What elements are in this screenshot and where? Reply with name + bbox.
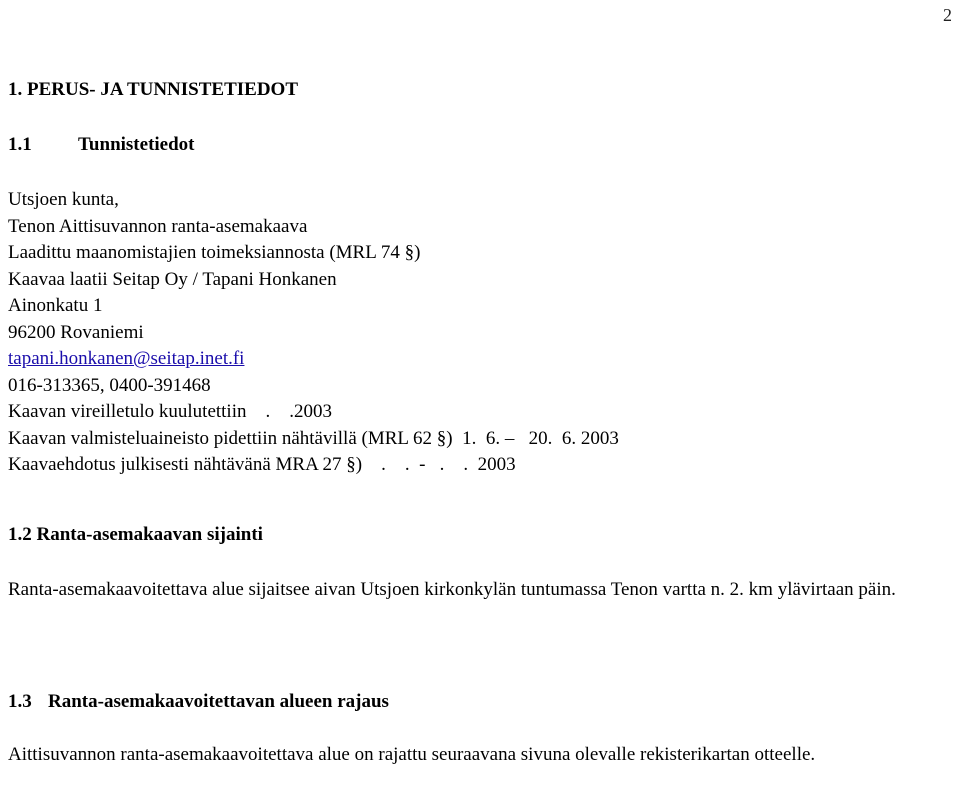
author-line: Kaavaa laatii Seitap Oy / Tapani Honkanen xyxy=(8,268,337,290)
ehdotus-line: Kaavaehdotus julkisesti nähtävänä MRA 27 §) . . - . . 2003 xyxy=(8,454,516,475)
page-number: 2 xyxy=(943,5,952,25)
phone-line: 016-313365, 0400-391468 xyxy=(8,374,211,396)
section-1-3-title: Ranta-asemakaavoitettavan alueen rajaus xyxy=(48,691,389,712)
municipality-line: Utsjoen kunta, xyxy=(8,189,119,210)
plan-name-line: Tenon Aittisuvannon ranta-asemakaava xyxy=(8,215,308,237)
section-1-1-heading xyxy=(8,131,195,158)
valmistelu-line: Kaavan valmisteluaineisto pidettiin nähtävillä (MRL 62 §) 1. 6. – 20. 6. 2003 xyxy=(8,427,619,449)
section-1-3-heading xyxy=(8,688,389,715)
section-1-1-title: Tunnistetiedot xyxy=(78,134,195,155)
commission-line: Laadittu maanomistajien toimeksiannosta (MRL 74 §) xyxy=(8,242,421,263)
section-1-heading: 1. PERUS- JA TUNNISTETIEDOT xyxy=(8,79,299,100)
email-link[interactable]: tapani.honkanen@seitap.inet.fi xyxy=(8,348,245,369)
section-1-2-paragraph: Ranta-asemakaavoitettava alue sijaitsee aivan Utsjoen kirkonkylän tuntumassa Tenon vartta n. 2. km ylävirtaan päin. xyxy=(8,579,896,600)
section-1-3-number: 1.3 xyxy=(8,691,32,712)
postal-address-line: 96200 Rovaniemi xyxy=(8,321,144,343)
section-1-2-heading: 1.2 Ranta-asemakaavan sijainti xyxy=(8,524,263,545)
section-1-3-paragraph: Aittisuvannon ranta-asemakaavoitettava alue on rajattu seuraavana sivuna olevalle rekisterikartan otteelle. xyxy=(8,744,816,765)
vireille-line: Kaavan vireilletulo kuulutettiin . .2003 xyxy=(8,401,332,422)
section-1-1-number: 1.1 xyxy=(8,134,32,155)
identification-block xyxy=(8,186,619,478)
street-address-line: Ainonkatu 1 xyxy=(8,295,103,316)
